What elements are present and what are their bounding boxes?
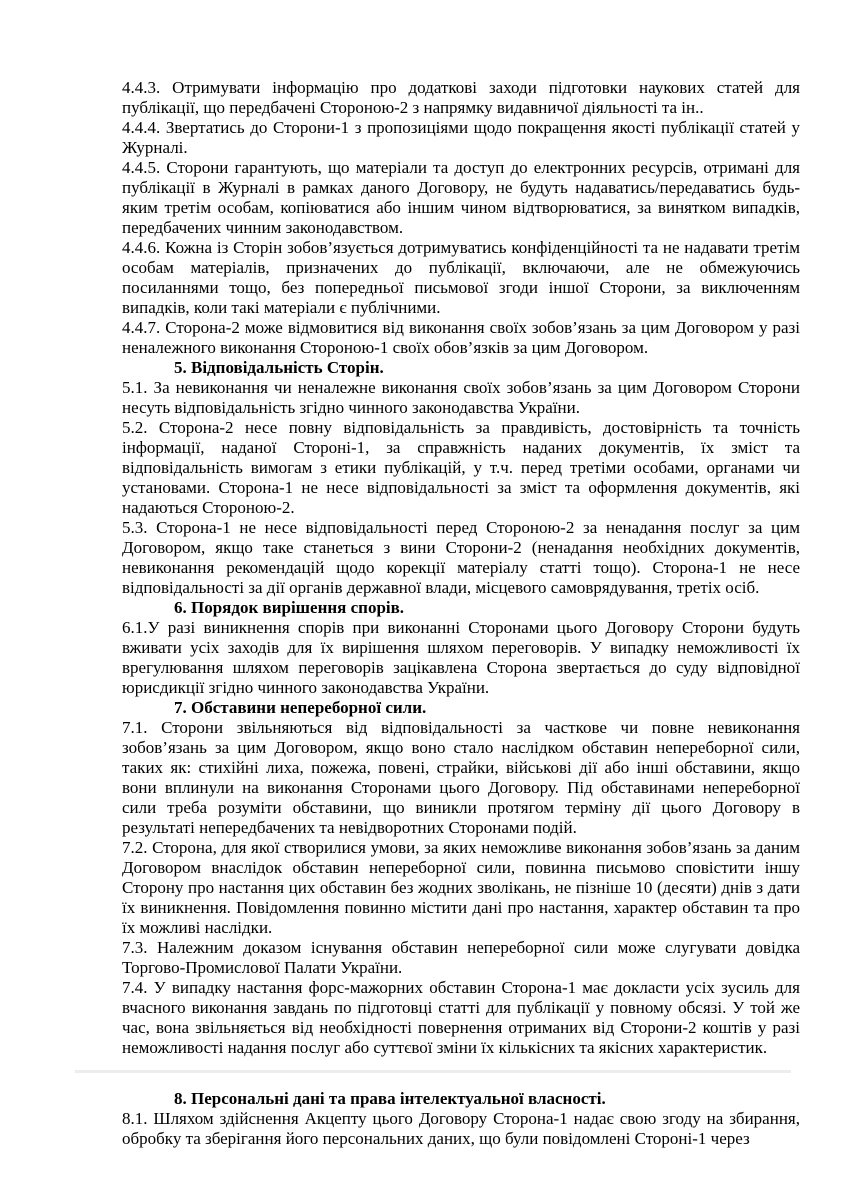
clause-4-4-7: 4.4.7. Сторона-2 може відмовитися від виконання своїх зобов’язань за цим Договором у разі неналежного виконання Стороною-1 своїх обов’язків за цим Договором. (122, 318, 800, 357)
page-break-divider (75, 1070, 791, 1073)
heading-6: 6. Порядок вирішення спорів. (174, 598, 405, 617)
heading-7: 7. Обставини непереборної сили. (174, 698, 427, 717)
clause-4-4-4: 4.4.4. Звертатись до Сторони-1 з пропозиціями щодо покращення якості публікації статей у Журналі. (122, 118, 800, 157)
clause-7-3: 7.3. Належним доказом існування обставин непереборної сили може слугувати довідка Торгово-Промислової Палати України. (122, 938, 800, 977)
clause-7-4: 7.4. У випадку настання форс-мажорних обставин Сторона-1 має докласти усіх зусиль для вчасного виконання завдань по підготовці статті для публікації у повному обсязі. У той же час, вона звільняється від необхідності повернення отриманих від Сторони-2 коштів у разі неможливості надання послуг або суттєвої зміни їх кількісних та якісних характеристик. (122, 978, 800, 1057)
clause-7-1: 7.1. Сторони звільняються від відповідальності за часткове чи повне невиконання зобов’язань за цим Договором, якщо воно стало наслідком обставин непереборної сили, таких як: стихійні лиха, пожежа, повені, страйки, військові дії або інші обставини, якщо вони вплинули на виконання Сторонами цього Договору. Під обставинами непереборної сили треба розуміти обставини, що виникли протягом терміну дії цього Договору в результаті непередбачених та невідворотних Сторонами подій. (122, 718, 800, 837)
clause-5-1: 5.1. За невиконання чи неналежне виконання своїх зобов’язань за цим Договором Сторони несуть відповідальність згідно чинного законодавства України. (122, 378, 800, 417)
clause-5-2: 5.2. Сторона-2 несе повну відповідальність за правдивість, достовірність та точність інформації, наданої Стороні-1, за справжність наданих документів, їх зміст та відповідальність вимогам з етики публікацій, у т.ч. перед третіми особами, органами чи установами. Сторона-1 не несе відповідальності за зміст та оформлення документів, які надаються Стороною-2. (122, 418, 800, 517)
document-body (122, 78, 800, 1149)
heading-8: 8. Персональні дані та права інтелектуальної власності. (174, 1089, 606, 1108)
clause-6-1: 6.1.У разі виникнення спорів при виконанні Сторонами цього Договору Сторони будуть вживати усіх заходів для їх вирішення шляхом переговорів. У випадку неможливості їх врегулювання шляхом переговорів зацікавлена Сторона звертається до суду відповідної юрисдикції згідно чинного законодавства України. (122, 618, 800, 697)
clause-8-1: 8.1. Шляхом здійснення Акцепту цього Договору Сторона-1 надає свою згоду на збирання, обробку та зберігання його персональних даних, що були повідомлені Стороні-1 через (122, 1109, 800, 1148)
clause-5-3: 5.3. Сторона-1 не несе відповідальності перед Стороною-2 за ненадання послуг за цим Договором, якщо таке станеться з вини Сторони-2 (ненадання необхідних документів, невиконання рекомендацій щодо корекції матеріалу статті тощо). Сторона-1 не несе відповідальності за дії органів державної влади, місцевого самоврядування, третіх осіб. (122, 518, 800, 597)
clause-4-4-6: 4.4.6. Кожна із Сторін зобов’язується дотримуватись конфіденційності та не надавати третім особам матеріалів, призначених до публікації, включаючи, але не обмежуючись посиланнями тощо, без попередньої письмової згоди іншої Сторони, за виключенням випадків, коли такі матеріали є публічними. (122, 238, 800, 317)
clause-7-2: 7.2. Сторона, для якої створилися умови, за яких неможливе виконання зобов’язань за даним Договором внаслідок обставин непереборної сили, повинна письмово сповістити іншу Сторону про настання цих обставин без жодних зволікань, не пізніше 10 (десяти) днів з дати їх виникнення. Повідомлення повинно містити дані про настання, характер обставин та про їх можливі наслідки. (122, 838, 800, 937)
heading-5: 5. Відповідальність Сторін. (174, 358, 384, 377)
clause-4-4-3: 4.4.3. Отримувати інформацію про додаткові заходи підготовки наукових статей для публікації, що передбачені Стороною-2 з напрямку видавничої діяльності та ін.. (122, 78, 800, 117)
clause-4-4-5: 4.4.5. Сторони гарантують, що матеріали та доступ до електронних ресурсів, отримані для публікації в Журналі в рамках даного Договору, не будуть надаватись/передаватись будь-яким третім особам, копіюватися або іншим чином відтворюватися, за винятком випадків, передбачених чинним законодавством. (122, 158, 800, 237)
